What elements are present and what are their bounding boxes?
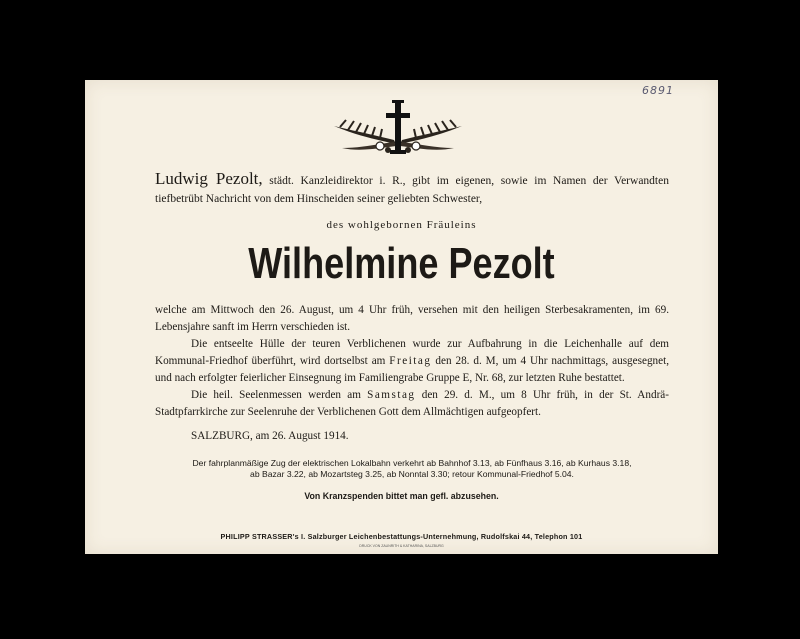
train-line-2: ab Bazar 3.22, ab Mozartsteg 3.25, ab Nonntal 3.30; retour Kommunal-Friedhof 5.04. bbox=[250, 469, 574, 479]
masses-text-a: Die heil. Seelenmessen werden am bbox=[191, 389, 368, 401]
print-imprint: DRUCK VON ZAUNRITH & KATHARINA, SALZBURG bbox=[359, 544, 444, 548]
masses-day: Samstag bbox=[367, 389, 416, 401]
paragraph-masses bbox=[155, 387, 669, 421]
train-line-1: Der fahrplanmäßige Zug der elektrischen Lokalbahn verkehrt ab Bahnhof 3.13, ab Fünfhaus 3.16, ab Kurhaus 3.18, bbox=[192, 458, 632, 468]
burial-day: Freitag bbox=[389, 355, 432, 367]
death-notice-sheet bbox=[85, 80, 718, 554]
announcer-name: Ludwig Pezolt, bbox=[155, 169, 263, 188]
cross-palm-emblem-icon bbox=[330, 100, 466, 158]
archive-number: 6891 bbox=[642, 84, 674, 97]
intro-text: städt. Kanzleidirektor i. R., gibt im eigenen, sowie im Namen der Verwandten tiefbetrübt Nachricht von dem Hinscheiden seiner geliebten Schwester, bbox=[155, 175, 669, 205]
burial-text-b: den 28. d. M, um 4 Uhr nachmittags, ausgesegnet, und nach erfolgter feierlicher Einsegnung im Familiengrabe Gruppe E, Nr. 68, zur letzten Ruhe bestattet. bbox=[155, 355, 669, 384]
des-line: des wohlgebornen Fräuleins bbox=[326, 219, 477, 231]
deceased-name: Wilhelmine Pezolt bbox=[248, 239, 555, 288]
printer-line: PHILIPP STRASSER's I. Salzburger Leichenbestattungs-Unternehmung, Rudolfskai 44, Telephon 101 bbox=[220, 532, 583, 541]
place-date: SALZBURG, am 26. August 1914. bbox=[191, 430, 349, 442]
paragraph-death: welche am Mittwoch den 26. August, um 4 Uhr früh, versehen mit den heiligen Sterbesakramenten, im 69. Lebensjahre sanft im Herrn verschieden ist. bbox=[155, 304, 669, 333]
wreath-note: Von Kranzspenden bittet man gefl. abzusehen. bbox=[304, 491, 499, 501]
paragraph-burial bbox=[155, 336, 669, 387]
train-schedule bbox=[155, 458, 669, 480]
masses-text-b: den 29. d. M., um 8 Uhr früh, in der St. Andrä-Stadtpfarrkirche zur Seelenruhe der Verblichenen Gott dem Allmächtigen aufgeopfert. bbox=[155, 389, 669, 418]
burial-text-a: Die entseelte Hülle der teuren Verblichenen wurde zur Aufbahrung in die Leichenhalle auf dem Kommunal-Friedhof überführt, wird dortselbst am bbox=[155, 338, 669, 367]
intro-paragraph bbox=[155, 170, 669, 208]
notice-body bbox=[155, 302, 669, 421]
